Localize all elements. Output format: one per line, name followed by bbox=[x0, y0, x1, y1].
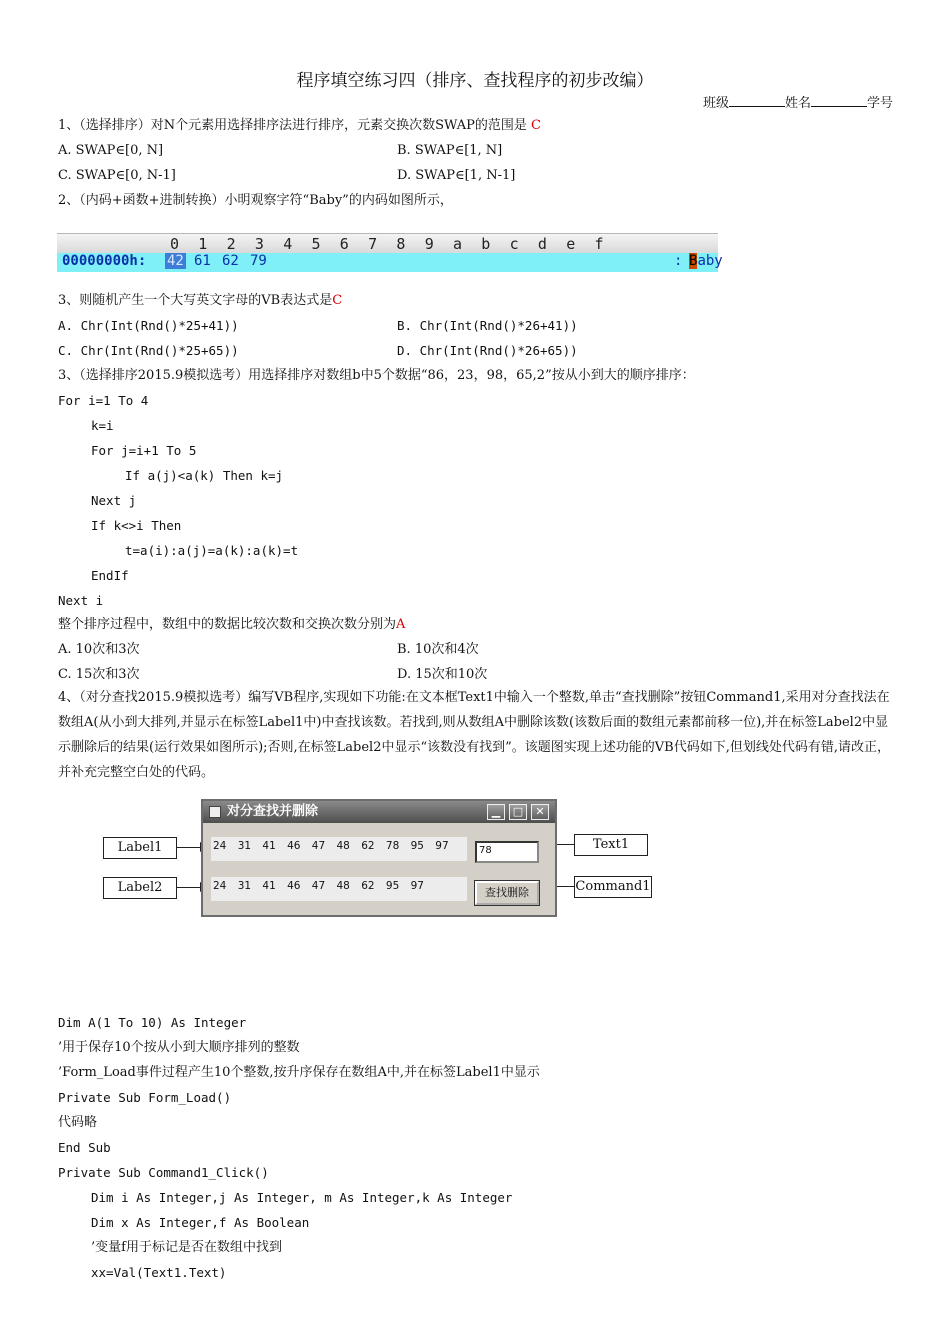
maximize-icon[interactable]: □ bbox=[509, 804, 527, 820]
hex-byte: 42 bbox=[167, 253, 184, 269]
q3b-answer: A bbox=[396, 617, 406, 632]
hex-ascii-separator: : bbox=[674, 253, 683, 269]
text1-input[interactable]: 78 bbox=[475, 841, 539, 863]
code-line: If a(j)<a(k) Then k=j bbox=[125, 468, 284, 483]
hex-column-label: 6 bbox=[339, 235, 349, 253]
code-line: Private Sub Form_Load() bbox=[58, 1090, 232, 1105]
minimize-icon[interactable]: ▁ bbox=[487, 804, 505, 820]
window-app-icon bbox=[209, 806, 221, 818]
q3a-option-c: C. Chr(Int(Rnd()*25+65)) bbox=[58, 343, 239, 358]
hex-column-label: 1 bbox=[198, 235, 208, 253]
hex-column-label: 8 bbox=[396, 235, 406, 253]
hex-byte: 79 bbox=[250, 253, 267, 269]
hex-column-label: e bbox=[566, 235, 576, 253]
q1-option-a: A. SWAP∈[0, N] bbox=[58, 143, 164, 158]
q3b-option-b: B. 10次和4次 bbox=[397, 642, 479, 657]
label2-display: 24 31 41 46 47 48 62 95 97 bbox=[211, 877, 467, 901]
hex-viewer-figure bbox=[57, 233, 723, 271]
q1-option-b: B. SWAP∈[1, N] bbox=[397, 143, 503, 158]
hex-column-label: d bbox=[537, 235, 547, 253]
code-line: Next j bbox=[91, 493, 137, 508]
code-line: Next i bbox=[58, 593, 104, 608]
hex-column-label: 4 bbox=[283, 235, 293, 253]
hex-column-label: f bbox=[594, 235, 604, 253]
hex-column-label: c bbox=[509, 235, 519, 253]
code-line: k=i bbox=[91, 418, 114, 433]
hex-ascii-rest: aby bbox=[697, 253, 723, 269]
callout-label1: Label1 bbox=[103, 837, 177, 859]
hex-column-label: 7 bbox=[368, 235, 378, 253]
hex-byte: 62 bbox=[222, 253, 239, 269]
code-line: 代码略 bbox=[58, 1115, 98, 1130]
q3b-option-a: A. 10次和3次 bbox=[58, 642, 140, 657]
q2-stem: 2、（内码+函数+进制转换）小明观察字符“Baby”的内码如图所示， bbox=[58, 193, 453, 208]
code-line: If k<>i Then bbox=[91, 518, 182, 533]
callout-command1: Command1 bbox=[574, 876, 652, 898]
callout-text1: Text1 bbox=[574, 834, 648, 856]
class-info-line bbox=[703, 92, 893, 111]
hex-byte: 61 bbox=[194, 253, 211, 269]
name-label: 姓名 bbox=[784, 96, 811, 111]
hex-ascii-text bbox=[689, 253, 723, 269]
q3a-stem-text: 3、则随机产生一个大写英文字母的VB表达式是 bbox=[58, 293, 333, 308]
label1-display: 24 31 41 46 47 48 62 78 95 97 bbox=[211, 837, 467, 861]
page-title: 程序填空练习四（排序、查找程序的初步改编） bbox=[296, 71, 654, 91]
q1-option-c: C. SWAP∈[0, N-1] bbox=[58, 168, 176, 183]
q3b-question-text: 整个排序过程中，数组中的数据比较次数和交换次数分别为 bbox=[58, 617, 397, 632]
code-line: End Sub bbox=[58, 1140, 111, 1155]
q3b-option-d: D. 15次和10次 bbox=[397, 667, 488, 682]
q3a-stem bbox=[58, 292, 342, 310]
code-line: t=a(i):a(j)=a(k):a(k)=t bbox=[125, 543, 299, 558]
hex-column-label: a bbox=[453, 235, 463, 253]
window-title: 对分查找并删除 bbox=[227, 804, 319, 819]
vb-window bbox=[201, 799, 557, 917]
q3a-option-a: A. Chr(Int(Rnd()*25+41)) bbox=[58, 318, 239, 333]
q3b-stem: 3、（选择排序2015.9模拟选考）用选择排序对数组b中5个数据“86，23，98，65,2”按从小到大的顺序排序： bbox=[58, 368, 695, 383]
callout-label2: Label2 bbox=[103, 877, 177, 899]
q1-answer: C bbox=[531, 118, 541, 133]
code-line: xx=Val(Text1.Text) bbox=[91, 1265, 227, 1280]
hex-column-label: b bbox=[481, 235, 491, 253]
code-line: Dim x As Integer,f As Boolean bbox=[91, 1215, 310, 1230]
code-comment: ’Form_Load事件过程产生10个整数,按升序保存在数组A中,并在标签Label1中显示 bbox=[58, 1065, 540, 1080]
q3a-option-b: B. Chr(Int(Rnd()*26+41)) bbox=[397, 318, 578, 333]
code-line: EndIf bbox=[91, 568, 129, 583]
q3b-question bbox=[58, 616, 405, 634]
hex-column-label: 5 bbox=[311, 235, 321, 253]
hex-column-label: 2 bbox=[226, 235, 236, 253]
code-comment: ’变量f用于标记是否在数组中找到 bbox=[91, 1240, 282, 1255]
code-line: For i=1 To 4 bbox=[58, 393, 149, 408]
hex-column-label: 9 bbox=[424, 235, 434, 253]
hex-column-label: 0 bbox=[170, 235, 180, 253]
hex-column-header bbox=[57, 233, 718, 253]
class-blank bbox=[729, 95, 785, 107]
class-label: 班级 bbox=[702, 96, 729, 111]
code-line: Dim A(1 To 10) As Integer bbox=[58, 1015, 247, 1030]
q1-option-d: D. SWAP∈[1, N-1] bbox=[397, 168, 516, 183]
student-id-label: 学号 bbox=[866, 96, 893, 111]
hex-ascii-cursor-char: B bbox=[689, 253, 698, 269]
q1-stem bbox=[58, 117, 541, 135]
vb-form-figure bbox=[100, 796, 652, 920]
hex-data-row bbox=[57, 253, 723, 272]
code-comment: ’用于保存10个按从小到大顺序排列的整数 bbox=[58, 1040, 300, 1055]
find-delete-button[interactable]: 查找删除 bbox=[475, 881, 539, 905]
code-line: For j=i+1 To 5 bbox=[91, 443, 197, 458]
q3a-option-d: D. Chr(Int(Rnd()*26+65)) bbox=[397, 343, 578, 358]
q1-stem-text: 1、（选择排序）对N个元素用选择排序法进行排序，元素交换次数SWAP的范围是 bbox=[58, 118, 527, 133]
name-blank bbox=[811, 95, 867, 107]
hex-column-label: 3 bbox=[254, 235, 264, 253]
close-icon[interactable]: ✕ bbox=[531, 804, 549, 820]
code-line: Dim i As Integer,j As Integer, m As Integer,k As Integer bbox=[91, 1190, 513, 1205]
q3b-option-c: C. 15次和3次 bbox=[58, 667, 140, 682]
hex-address: 00000000h: bbox=[62, 253, 147, 269]
q4-stem: 4、（对分查找2015.9模拟选考）编写VB程序,实现如下功能:在文本框Text1中输入一个整数,单击“查找删除”按钮Command1,采用对分查找法在数组A(从小到大排列,并显示在标签Label1中)中查找该数。若找到,则从数组A中删除该数(该数后面的数组元素都前移一位),并在标签Label2中显示删除后的结果(运行效果如图所示);否则,在标签Label2中显示“该数没有找到”。该题图实现上述功能的VB代码如下,但划线处代码有错,请改正，并补充完整空白处的代码。 bbox=[58, 690, 890, 780]
q3a-answer: C bbox=[332, 293, 343, 308]
code-line: Private Sub Command1_Click() bbox=[58, 1165, 269, 1180]
